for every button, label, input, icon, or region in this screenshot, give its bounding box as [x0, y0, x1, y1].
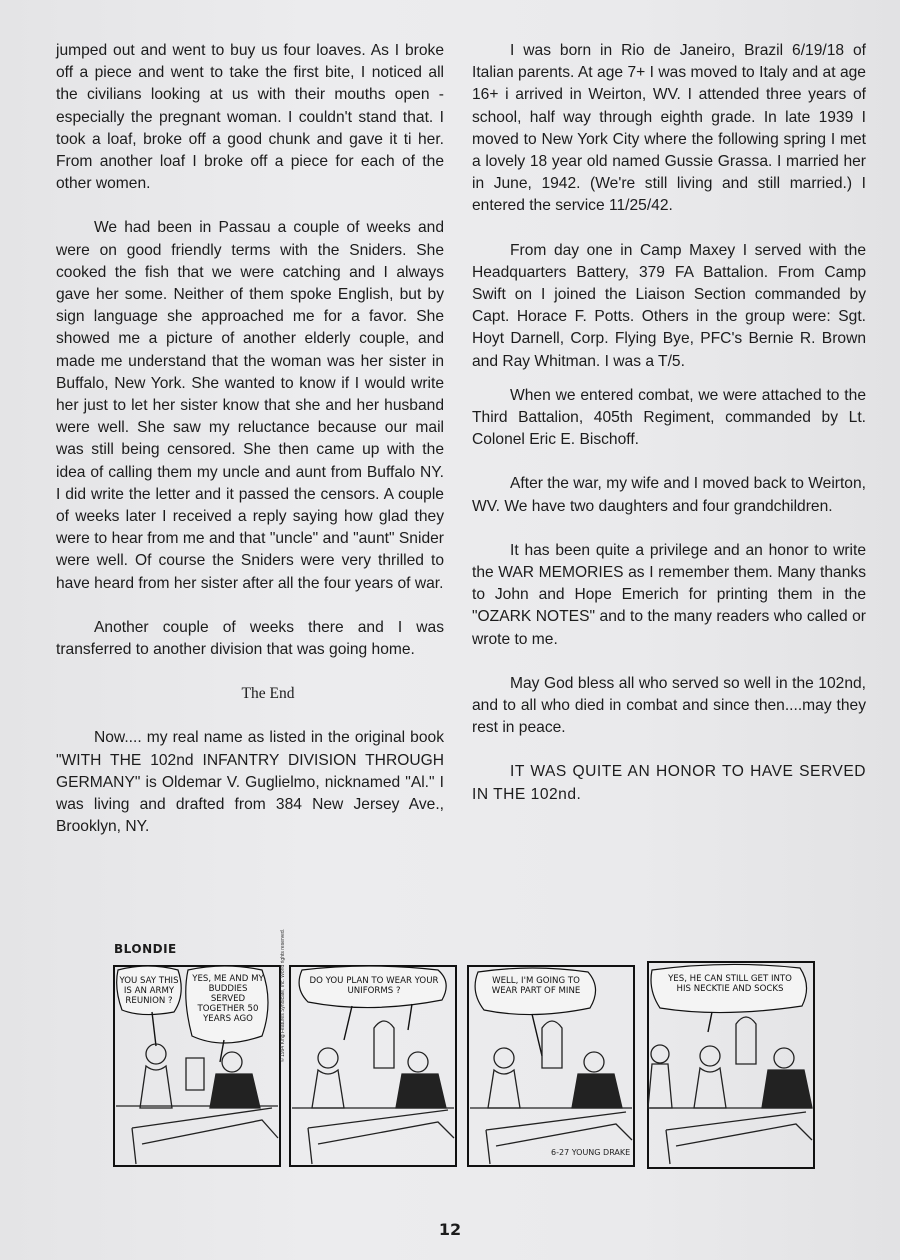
- page-number: 12: [438, 1220, 462, 1239]
- left-column: [56, 40, 444, 861]
- right-paragraph-5: It has been quite a privilege and an honor to write the WAR MEMORIES as I remember them. Many thanks to John and Hope Emerich for printing them in the "OZARK NOTES" and to the many readers who called or wrote to me.: [472, 541, 866, 648]
- panel-2-dialogue: DO YOU PLAN TO WEAR YOUR UNIFORMS ?: [309, 976, 439, 996]
- comic-copyright: © 1994 King Features Syndicate, Inc. World rights reserved.: [280, 928, 286, 1062]
- right-paragraph-7: IT WAS QUITE AN HONOR TO HAVE SERVED IN THE 102nd.: [472, 763, 866, 803]
- right-paragraph-1: I was born in Rio de Janeiro, Brazil 6/19/18 of Italian parents. At age 7+ I was moved to Italy and at age 16+ i arrived in Weirton, WV. I attended three years of school, half way through eighth grade. In late 1939 I moved to New York City where the following spring I met a lovely 18 year old named Gussie Grassa. I married her in June, 1942. (We're still living and still married.) I entered the service 11/25/42.: [472, 42, 866, 215]
- comic-strip: [112, 958, 818, 1178]
- right-paragraph-4: After the war, my wife and I moved back to Weirton, WV. We have two daughters and four grandchildren.: [472, 475, 866, 515]
- left-paragraph-3: Another couple of weeks there and I was transferred to another division that was going home.: [56, 618, 444, 659]
- comic-signature: 6-27 YOUNG DRAKE: [551, 1148, 631, 1157]
- right-paragraph-6: May God bless all who served so well in the 102nd, and to all who died in combat and since then....may they rest in peace.: [472, 674, 866, 737]
- left-paragraph-4: Now.... my real name as listed in the original book "WITH THE 102nd INFANTRY DIVISION THROUGH GERMANY" is Oldemar V. Guglielmo, nicknamed "Al." I was living and drafted from 384 New Jersey Ave., Brooklyn, NY.: [56, 729, 444, 836]
- left-paragraph-1: jumped out and went to buy us four loaves. As I broke off a piece and went to take the first bite, I noticed all the civilians looking at us with their mouths open - especially the pregnant woman. I couldn't stand that. I took a loaf, broke off a good chunk and gave it ti her. From another loaf I broke off a piece for each of the other women.: [56, 42, 444, 193]
- panel-3-dialogue: WELL, I'M GOING TO WEAR PART OF MINE: [491, 976, 581, 996]
- right-column: [472, 40, 866, 828]
- comic-title: BLONDIE: [114, 942, 177, 956]
- right-paragraph-3: When we entered combat, we were attached to the Third Battalion, 405th Regiment, commanded by Lt. Colonel Eric E. Bischoff.: [472, 386, 866, 449]
- panel-1-right-dialogue: YES, ME AND MY BUDDIES SERVED TOGETHER 50 YEARS AGO: [192, 974, 264, 1024]
- the-end-heading: The End: [241, 685, 295, 703]
- left-paragraph-2: We had been in Passau a couple of weeks and were on good friendly terms with the Sniders. She cooked the fish that we were catching and I always gave her some. Neither of them spoke English, but by sign language she approached me for a favor. She showed me a picture of another elderly couple, and made me understand that the woman was her sister in Buffalo, New York. She wanted to know if I would write her just to let her sister know that she and her husband were well. She saw my reluctance because our mail was still being censored. She then came up with the idea of calling them my uncle and aunt from Buffalo NY. I did write the letter and it passed the censors. A couple of weeks later I received a reply saying how glad they were to hear from me and that "uncle" and "aunt" Snider were well. Of course the Sniders were very thrilled to have heard from her sister after all the four years of war.: [56, 219, 444, 592]
- panel-1-left-dialogue: YOU SAY THIS IS AN ARMY REUNION ?: [119, 976, 179, 1006]
- panel-4-dialogue: YES, HE CAN STILL GET INTO HIS NECKTIE AND SOCKS: [668, 974, 792, 994]
- right-paragraph-2: From day one in Camp Maxey I served with the Headquarters Battery, 379 FA Battalion. From Camp Swift on I joined the Liaison Section commanded by Capt. Horace F. Potts. Others in the group were: Sgt. Hoyt Darnell, Corp. Flying Bye, PFC's Bernie R. Brown and Ray Whitman. I was a T/5.: [472, 241, 866, 370]
